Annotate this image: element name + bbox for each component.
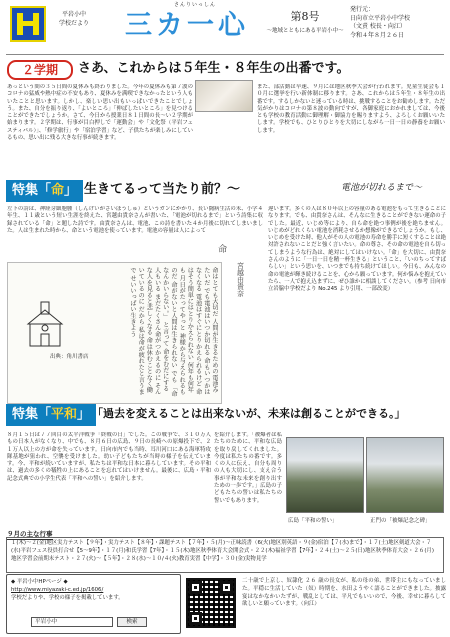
hp-heading: ◆ 平岩小中HPページ ◆ xyxy=(11,579,68,585)
section2-right-text: 違います。多くの人は８０年以上の容量のある電池をもって生きることになります。でも、由貴奈さんは、そんなに生きることができない運命の子でした。最近、いじめ等により、自ら命を絶つ事例が後を絶ちません。いじめがどれくらい電池を消耗させるか想像ができるでしょうか。もし、いじめを受けた時、他人がその人の電池の寿命を勝手に短くすることは絶対許されないことだと強く言いたい。命の尊さ、その命の電池を自ら切ってしまうような行為は、絶対にしてはいけない。「命」を大切に、由貴奈さんのように「一日一日を精一杯生きる」ということ、「いのちってすばらしい」という思いを、いつまでも持ち続けてほしい。今日も、みんなの命の電池が輝き続けることを、心から願っています。何か悩みを抱えていたら、一人で抱え込まずに、ぜひ誰かに相談してください。（参考 日向市立岩脇中学校だより No.245 より引用、一部改変） xyxy=(268,206,446,293)
memorial-stone-photo xyxy=(366,437,444,513)
section1-headline: さあ、これからは５年生・８年生の出番です。 xyxy=(78,61,350,76)
school-line1: 平岩小中 xyxy=(61,11,86,18)
hp-note: 学校だよりや、学校の様子を掲載しています。 xyxy=(11,595,124,602)
section2-tag-word: 命 xyxy=(51,183,65,198)
motto: ～地域とともにある平岩小中～ xyxy=(266,27,344,34)
title-ruby: さんりいっしん xyxy=(173,2,216,8)
search-input[interactable]: 平岩小中 xyxy=(31,617,113,627)
hp-url-link[interactable]: http://www.miyazaki-c.ed.jp/1606/ xyxy=(11,587,104,594)
poem-title: 命 xyxy=(216,244,227,253)
hp-info-box xyxy=(6,574,181,634)
issue-date: 令和４年８月２６日 xyxy=(350,32,405,40)
section2-headline: 生きてるって当たり前？～ xyxy=(84,182,241,197)
publisher-principal: （文責 校長・向江） xyxy=(350,23,406,31)
issue-number: 第8号 xyxy=(290,10,320,23)
church-illustration xyxy=(20,300,70,350)
schedule-text: １(木)～２(金)地区実力テスト【９年】・実力テスト【８年】・課題テスト【７年】・５(月)～正味読書（6(火)地区別英語・９(金)宿泊【７(水)まで】・１７(土)地区剣道大会・７(水)平岩フェス役員打合せ【5～9年】・１７(月)和氏学習【7年】・１５(木)地区秋季体育大会開会式・２２(木)福祉学習【7年】・２４(土)～２５(日)地区秋季体育大会・２６(月)地区学習会前期末テスト・２７(火)～【５年】・２８(水)～１０/４(火)教育実習【中学】・３０(金)実物見学 xyxy=(11,540,434,562)
issue-box xyxy=(260,10,350,35)
poem-source: 出典：角川書店 xyxy=(50,354,89,360)
publisher-label: 発行元： xyxy=(350,6,375,13)
classroom-photo xyxy=(195,80,253,112)
qr-code-icon[interactable] xyxy=(186,578,236,628)
section1-col1: あっという間の３５日間の夏休みも終わりました。今年の夏休みも第７波のコロナの猛威や熱中症の不安もあり、夏休みを满喫できなかったという人もいたことと思います。しかし、楽しい思い出もいっぱいできたことでしょう。また、自分を振り返り、「よいところ」「伸ばしたいところ」を見つけることができたでしょうか。さて、今日から授業日８１日間の長～い２学期が始まります。２学期は、行事が目白押しで「運動会」や「文化祭（平岩フェスティバル）」、「修学旅行」や「宿泊学習」など、子供たちが楽しみにしているもの、思い出に残る大きな行事が続きます。 xyxy=(7,84,193,142)
section3-headline: 「過去を変えることは出来ないが、未来は創ることができる。」 xyxy=(92,407,406,420)
school-name-small xyxy=(49,10,99,28)
search-button[interactable]: 検索 xyxy=(117,617,147,627)
newsletter-title: 三カ一心 xyxy=(125,10,249,41)
schedule-title: ９月の主な行事 xyxy=(7,530,53,538)
section2-bar xyxy=(6,180,444,202)
section2-tag: 特集「命」 xyxy=(6,180,83,202)
poem-text: 命はとても大切だ 人間が生きるための電池みたいだ でも電池はいつか切れる 命もいつかはなくなる 電池はすぐにとりかえられるけど 命はそう簡単にはとりかえられない 何年も何年も 月日がたってやっと 神様から与えられるものだ 命がないと人間は生きられない でも 「命なんかいらない。」 と言って 命をむだにする人もいる まだたくさん命がつかえるのに そんな人を見ると悲しくなる 命は休むことなく働いているのに だから 私は命が疲れたと言うまで せいいっぱい生きよう xyxy=(128,267,218,397)
section2-left-text: 左下の詩は、神経芽細胞腫（しんけいがさいぼうしゅ）というガンにかかり、長い闘病生活の末、小学４年生、１１歳という短い生涯を終えた、宮越由貴奈さんが書いた、「電池が切れるまで」という詩集に収録されている「命」と題した詩です。由貴奈さんは、電池、この詩を書いた４か月後に切れてしまいました。人は生まれた時から、命という電池を使っています。電池の容量は人によって xyxy=(7,206,263,234)
school-logo xyxy=(10,6,46,42)
section3-tag-word: 平和 xyxy=(51,407,78,422)
closing-note: 二十歳で上京し、奴隷化 ２６ 歳の長女が、私の母の弟、世帯主にもなっていました。平穏に生活していた（奴）時期を、水田ようやく語ることができました。披露宴はなかなかいたずが、戦乱としては、平凡でもいいので、今後、幸せに暮らして欲しいと願っています。（向江） xyxy=(242,578,446,608)
section3-bar xyxy=(6,404,444,426)
hp-info xyxy=(11,578,179,602)
section3-left-text: ８月１５日は７７回目の太平洋戦争「終戦の日」でした。この戦争で、３１０万人もの日本人がなくなり、中でも、８月６日の広島、９日の長崎への原爆投下で、２１万人以上の方が命を失っています。日向市内でも当時、耳川河口にある海軍特攻隊基地が狙われ、空襲を受けました。幼い子どもたちが当時の様子を伝えています。今、平和が続いていますが、私たちは平和な日本に暮らしています。その平和は、過去の多くの犠牲の上にあることを忘れてはいけません。最後に、広島・平和記念式典での小学生代表「平和への誓い」を紹介します。 xyxy=(7,432,211,482)
photo1-caption: 広島「平和の誓い」 xyxy=(288,518,338,524)
battery-note: 電池が切れるまで～ xyxy=(341,183,423,193)
section3-right-text: を紹介します。「被爆者は私たちのために、平和な広島を取り戻してくれました。今度は私たちの番です。多くの人に伝え、自分も周りの人も大切にし、支え合う事が平和な未来を創り出すための一歩です。」広島の子どもたちの誓いは私たちの誓いでもあります。 xyxy=(214,432,282,504)
schedule-box xyxy=(6,537,444,573)
peace-ceremony-photo xyxy=(286,437,364,513)
publisher-info xyxy=(350,6,446,41)
photo2-caption: 正門の「被爆記念之碑」 xyxy=(370,518,431,524)
section1-col2: また、部活動は早速、９月には地区秋季大会が行われます。児童生徒会も１０月に選挙を行い新体制に移ります。さあ、これからは５年生・８年生の出番です。するしかないと迷っている時は、挑戦することをお勧めします。ただ気がかりはコロナの第８波の動向ですが、各御家庭におかれましては、今後とも学校の教育活動に御理解・御協力を賜りますよう、よろしくお願いいたします。学校でも、ひとりひとりを大切にしながら一日一日の静養をお願いします。 xyxy=(257,84,445,134)
poem-author: 宮越由貴奈 xyxy=(236,262,245,297)
school-line2: 学校だより xyxy=(58,20,89,27)
term-tag: ２学期 xyxy=(7,60,73,80)
publisher-name: 日向市立平岩小中学校 xyxy=(350,14,411,22)
header-divider xyxy=(6,54,444,55)
section3-tag: 特集「平和」 xyxy=(6,404,96,426)
